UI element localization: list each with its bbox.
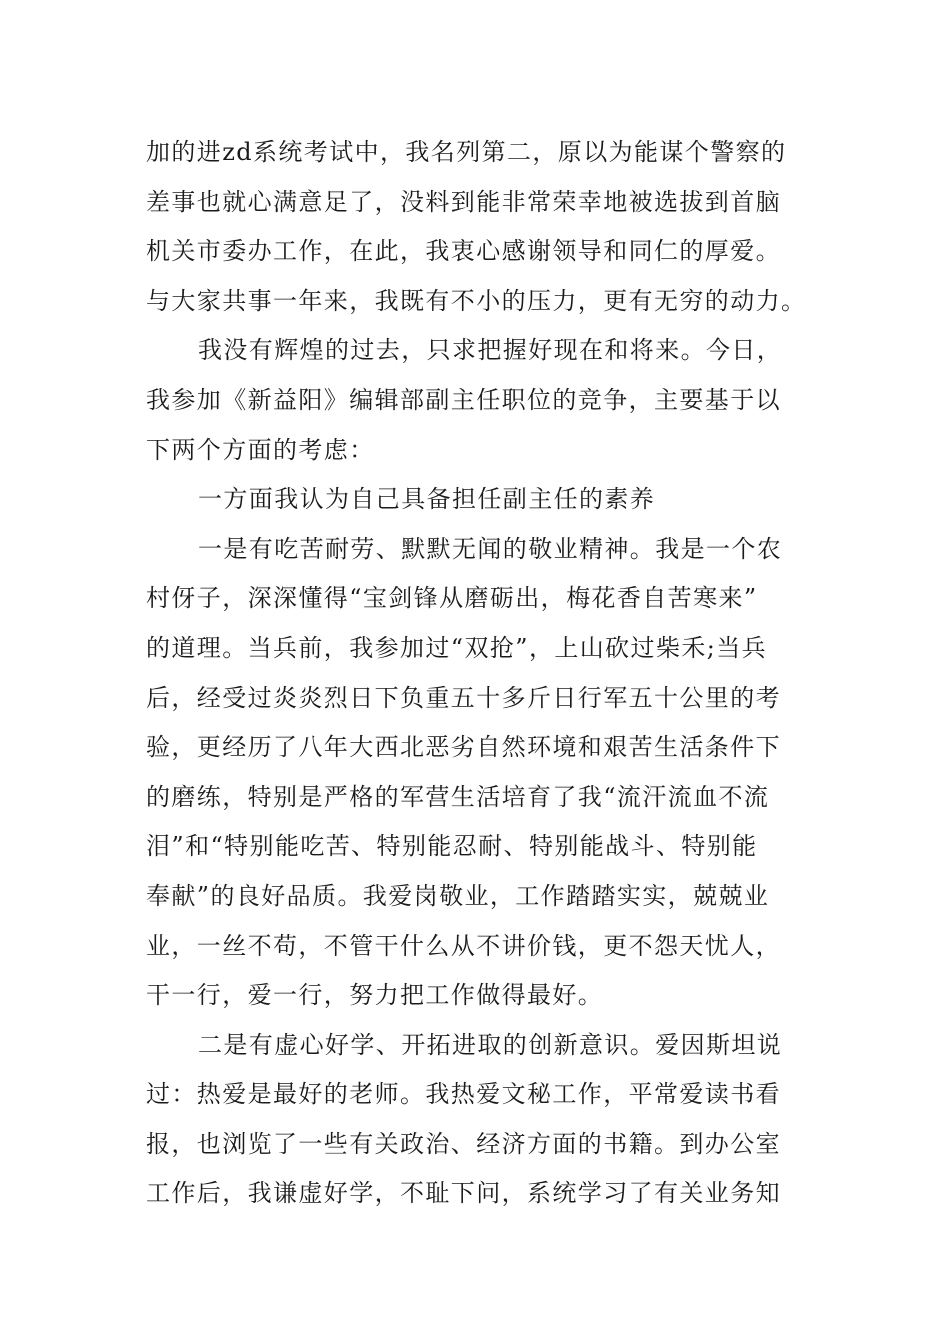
text-line: 下两个方面的考虑： [146,435,375,464]
text-line: 奉献”的良好品质。我爱岗敬业，工作踏踏实实，兢兢业 [146,881,770,910]
text-line: 报，也浏览了一些有关政治、经济方面的书籍。到办公室 [146,1129,781,1158]
text-line: 与大家共事一年来，我既有不小的压力，更有无穷的动力。 [146,286,807,315]
section-heading: 一方面我认为自己具备担任副主任的素养 [198,485,656,514]
paragraph-first-line: 一是有吃苦耐劳、默默无闻的敬业精神。我是一个农 [198,534,783,563]
text-line: 的道理。当兵前，我参加过“双抢”，上山砍过柴禾;当兵 [146,633,768,662]
paragraph-first-line: 我没有辉煌的过去，只求把握好现在和将来。今日， [198,336,783,365]
paragraph-first-line: 二是有虚心好学、开拓进取的创新意识。爱因斯坦说 [198,1030,783,1059]
body-text [146,128,811,1219]
text-line: 工作后，我谦虚好学，不耻下问，系统学习了有关业务知 [146,1179,781,1208]
text-line: 验，更经历了八年大西北恶劣自然环境和艰苦生活条件下 [146,733,781,762]
text-line: 加的进zd系统考试中，我名列第二，原以为能谋个警察的 [146,138,787,166]
text-line: 后，经受过炎炎烈日下负重五十多斤日行军五十公里的考 [146,683,781,712]
text-line: 业，一丝不苟，不管干什么从不讲价钱，更不怨天忧人， [146,931,781,960]
text-line: 我参加《新益阳》编辑部副主任职位的竞争，主要基于以 [146,385,781,414]
text-line: 机关市委办工作，在此，我衷心感谢领导和同仁的厚爱。 [146,237,781,266]
text-line: 村伢子，深深懂得“宝剑锋从磨砺出，梅花香自苦寒来” [146,584,758,613]
text-line: 干一行，爱一行，努力把工作做得最好。 [146,981,604,1010]
text-line: 差事也就心满意足了，没料到能非常荣幸地被选拔到首脑 [146,187,781,216]
text-line: 泪”和“特别能吃苦、特别能忍耐、特别能战斗、特别能 [146,832,758,861]
text-line: 过：热爱是最好的老师。我热爱文秘工作，平常爱读书看 [146,1080,781,1109]
text-line: 的磨练，特别是严格的军营生活培育了我“流汗流血不流 [146,782,770,811]
